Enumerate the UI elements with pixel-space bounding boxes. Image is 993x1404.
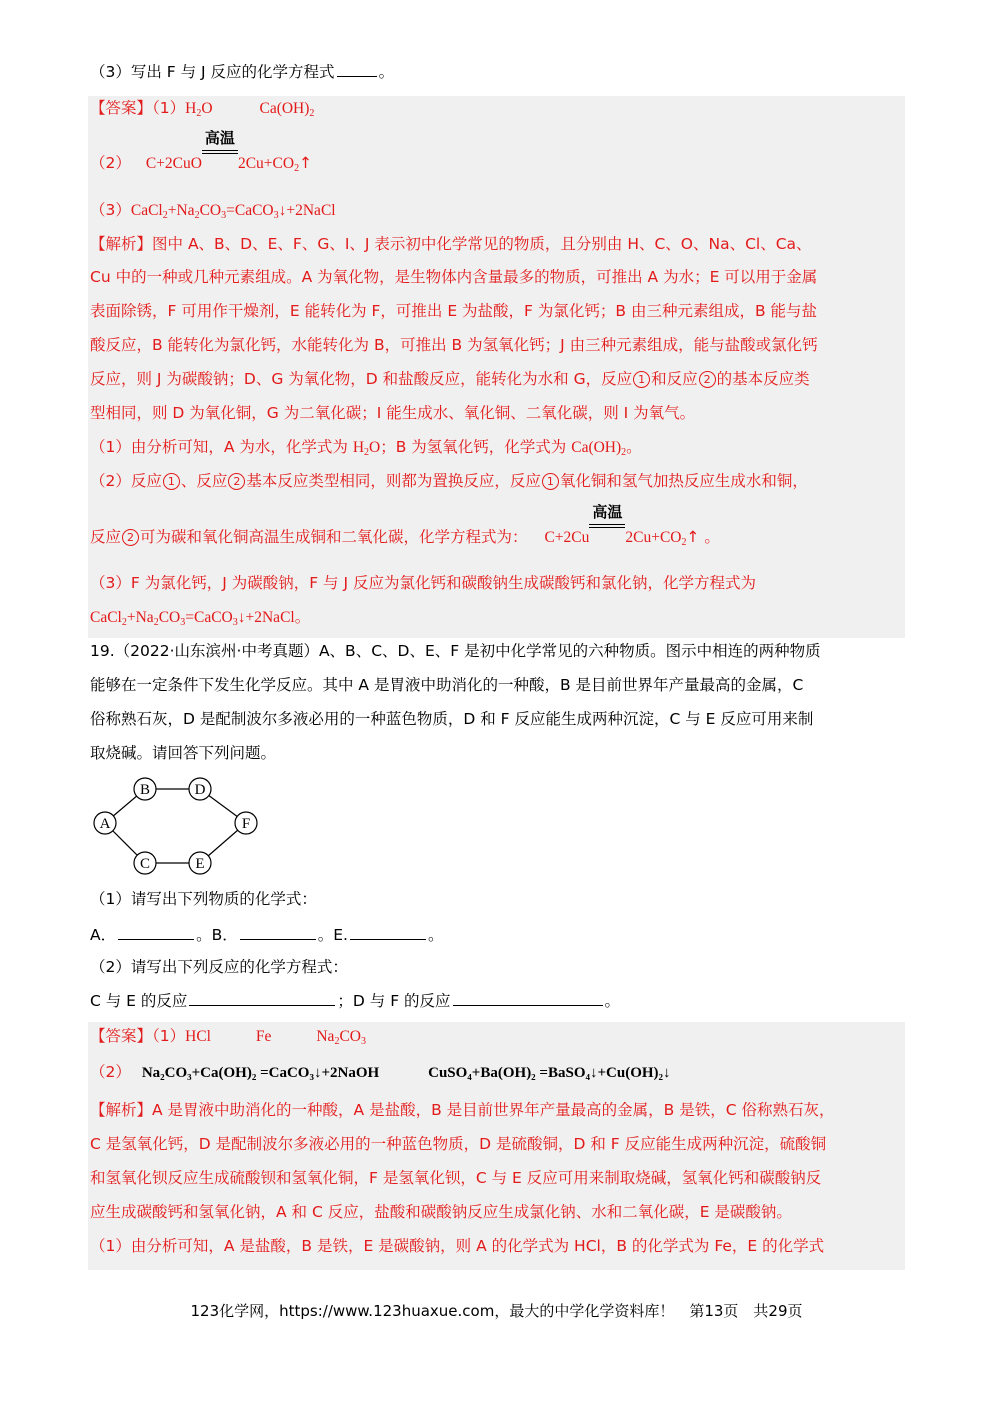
answer-19-part-1: 【答案】（1）HCl Fe $Na_2CO_3$ [90,1027,366,1047]
answer-19-part-2: （2） Na₂CO₃+Ca(OH)₂ =CaCO₃↓+2NaOH CuSO₄+Ba(OH)₂ =BaSO₄↓+Cu(OH)₂↓ [90,1063,671,1081]
analysis-19-line-3: 和氢氧化钡反应生成硫酸钡和氢氧化铜，F 是氢氧化钡，C 与 E 反应可用来制取烧碱，氢氧化钙和碳酸钠反 [90,1169,822,1187]
analysis-19-line-4: 应生成碳酸钙和氢氧化钠，A 和 C 反应，盐酸和碳酸钠反应生成氯化钠、水和二氧化碳，E 是碳酸钠。 [90,1203,792,1221]
analysis-18-line-1: 【解析】图中 A、B、D、E、F、G、I、J 表示初中化学常见的物质，且分别由 H、C、O、Na、Cl、Ca、 [90,235,812,253]
equation-c-e: Na₂CO₃+Ca(OH)₂ =CaCO₃↓+2NaOH [141,1065,380,1081]
question-19-part-2: （2）请写出下列反应的化学方程式： [90,958,348,976]
node-E [189,852,211,874]
equation-d-f: CuSO₄+Ba(OH)₂ =BaSO₄↓+Cu(OH)₂↓ [428,1065,671,1081]
answer-label: 【答案】 [90,99,153,117]
node-D [189,778,211,800]
svg-text:B: B [139,782,151,798]
answer-18-part-2: （2） C+2CuO 高温 $2Cu+CO_2↑$ [90,129,313,174]
question-19-part-2-blanks: C 与 E 的反应 ；D 与 F 的反应 。 [90,992,621,1010]
answer-18-part-3: $(3)CaCl_2+Na_2CO_3=CaCO_3↓+2NaCl$ [90,201,336,221]
node-C [134,852,156,874]
question-19-line-1: 19.（2022·山东滨州·中考真题）A、B、C、D、E、F 是初中化学常见的六种物质。图示中相连的两种物质 [90,642,821,660]
analysis-18-line-2: Cu 中的一种或几种元素组成。A 为氧化物，是生物体内含量最多的物质，可推出 A 为水；E 可以用于金属 [90,268,818,286]
question-19-part-1-blanks: A． 。B． 。E. 。 [90,926,444,944]
analysis-19-line-5: （1）由分析可知，A 是盐酸，B 是铁，E 是碳酸钠，则 A 的化学式为 HCl，B 的化学式为 Fe，E 的化学式 [90,1237,825,1255]
analysis-18-line-4: 酸反应，B 能转化为氯化钙，水能转化为 B，可推出 B 为氢氧化钙；J 由三种元素组成，能与盐酸或氯化钙 [90,336,818,354]
question-19-line-4: 取烧碱。请回答下列问题。 [90,744,277,762]
analysis-18-sub-2-cont: 反应 2 可为碳和氧化铜高温生成铜和二氧化碳，化学方程式为： C+2Cu 高温 $2Cu+CO_2↑$ 。 [90,503,720,548]
node-A [94,812,116,834]
question-19-part-1: （1）请写出下列物质的化学式： [90,890,317,908]
analysis-18-line-5: 反应，则 J 为碳酸钠；D、G 为氧化物，D 和盐酸反应，能转化为水和 G，反应 1 和反应 2 的基本反应类 [90,370,810,388]
reaction-diagram [88,776,263,876]
question-19-line-2: 能够在一定条件下发生化学反应。其中 A 是胃液中助消化的一种酸，B 是目前世界年产量最高的金属，C [90,676,804,694]
node-F [235,812,257,834]
question-18-part-3: （3）写出 F 与 J 反应的化学方程式 。 [90,63,395,81]
analysis-18-line-3: 表面除锈，F 可用作干燥剂，E 能转化为 F，可推出 E 为盐酸，F 为氯化钙；B 由三种元素组成，B 能与盐 [90,302,818,320]
analysis-18-sub-3-eq: $CaCl_2+Na_2CO_3=CaCO_3↓+2NaCl$。 [90,608,311,628]
analysis-19-line-2: C 是氢氧化钙，D 是配制波尔多液必用的一种蓝色物质，D 是硫酸铜，D 和 F 反应能生成两种沉淀，硫酸铜 [90,1135,827,1153]
analysis-18-line-6: 型相同，则 D 为氧化铜，G 为二氧化碳；I 能生成水、氧化铜、二氧化碳，则 I 为氧气。 [90,404,696,422]
answer-blank [337,62,377,77]
svg-text:A: A [99,816,111,832]
analysis-18-sub-1: （1）由分析可知，A 为水，化学式为 $H_2O$；B 为氢氧化钙，化学式为 $Ca(OH)_2$。 [90,438,642,458]
page-footer: 123化学网，https://www.123huaxue.com，最大的中学化学资料库！ 第13页 共29页 [190,1302,803,1320]
reaction-condition: 高温 [202,148,238,168]
answer-18-part-1: 【答案】$(1)H_2O$ $Ca(OH)_2$ [90,99,315,119]
analysis-19-line-1: 【解析】A 是胃液中助消化的一种酸，A 是盐酸，B 是目前世界年产量最高的金属，B 是铁，C 俗称熟石灰， [90,1101,835,1119]
svg-text:D: D [194,782,206,798]
question-19-line-3: 俗称熟石灰，D 是配制波尔多液必用的一种蓝色物质，D 和 F 反应能生成两种沉淀，C 与 E 反应可用来制 [90,710,814,728]
analysis-18-sub-3: （3）F 为氯化钙，J 为碳酸钠，F 与 J 反应为氯化钙和碳酸钠生成碳酸钙和氯化钠，化学方程式为 [90,574,756,592]
svg-text:F: F [241,816,251,832]
node-B [134,778,156,800]
analysis-18-sub-2: （2）反应 1 、反应 2 基本反应类型相同，则都为置换反应，反应 1 氧化铜和氢气加热反应生成水和铜， [90,472,808,490]
answer-block-18 [88,96,905,638]
svg-text:C: C [139,856,151,872]
svg-text:E: E [195,856,205,872]
reaction-condition: 高温 [589,522,625,542]
